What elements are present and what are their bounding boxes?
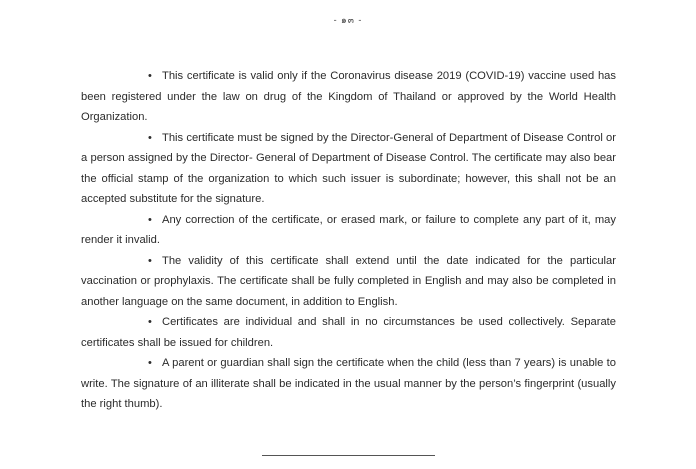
bullet-icon: • — [148, 254, 152, 267]
bullet-icon: • — [148, 357, 152, 369]
page-number: - ๑๓ - — [333, 15, 363, 25]
note-paragraph — [81, 312, 616, 353]
note-text: The validity of this certificate shall extend until the date indicated for the particular vaccination or prophylaxis. The certificate shall be fully completed in English and may also be completed in another language on the same document, in addition to English. — [81, 254, 616, 308]
certificate-notes — [81, 66, 616, 415]
note-text: A parent or guardian shall sign the certificate when the child (less than 7 years) is unable to write. The signature of an illiterate shall be indicated in the usual manner by the person’s fingerprint (usually the right thumb). — [81, 357, 616, 410]
bullet-icon: • — [148, 131, 152, 144]
note-text: This certificate must be signed by the Director-General of Department of Disease Control or a person assigned by the Director- General of Department of Disease Control. The certificate may also bear the official stamp of the organization to which such issuer is subordinate; however, this shall not be an accepted substitute for the signature. — [81, 131, 616, 205]
note-text: Certificates are individual and shall in no circumstances be used collectively. Separate certificates shall be issued for children. — [81, 316, 616, 349]
bullet-icon: • — [148, 70, 152, 82]
note-paragraph — [81, 210, 616, 251]
bullet-icon: • — [148, 316, 152, 328]
note-text: This certificate is valid only if the Coronavirus disease 2019 (COVID-19) vaccine used has been registered under the law on drug of the Kingdom of Thailand or approved by the World Health Organization. — [81, 70, 616, 123]
note-paragraph — [81, 251, 616, 313]
note-text: Any correction of the certificate, or erased mark, or failure to complete any part of it, may render it invalid. — [81, 213, 616, 246]
note-paragraph — [81, 128, 616, 210]
signature-line — [262, 455, 435, 456]
note-paragraph — [81, 353, 616, 415]
note-paragraph — [81, 66, 616, 128]
bullet-icon: • — [148, 213, 152, 226]
